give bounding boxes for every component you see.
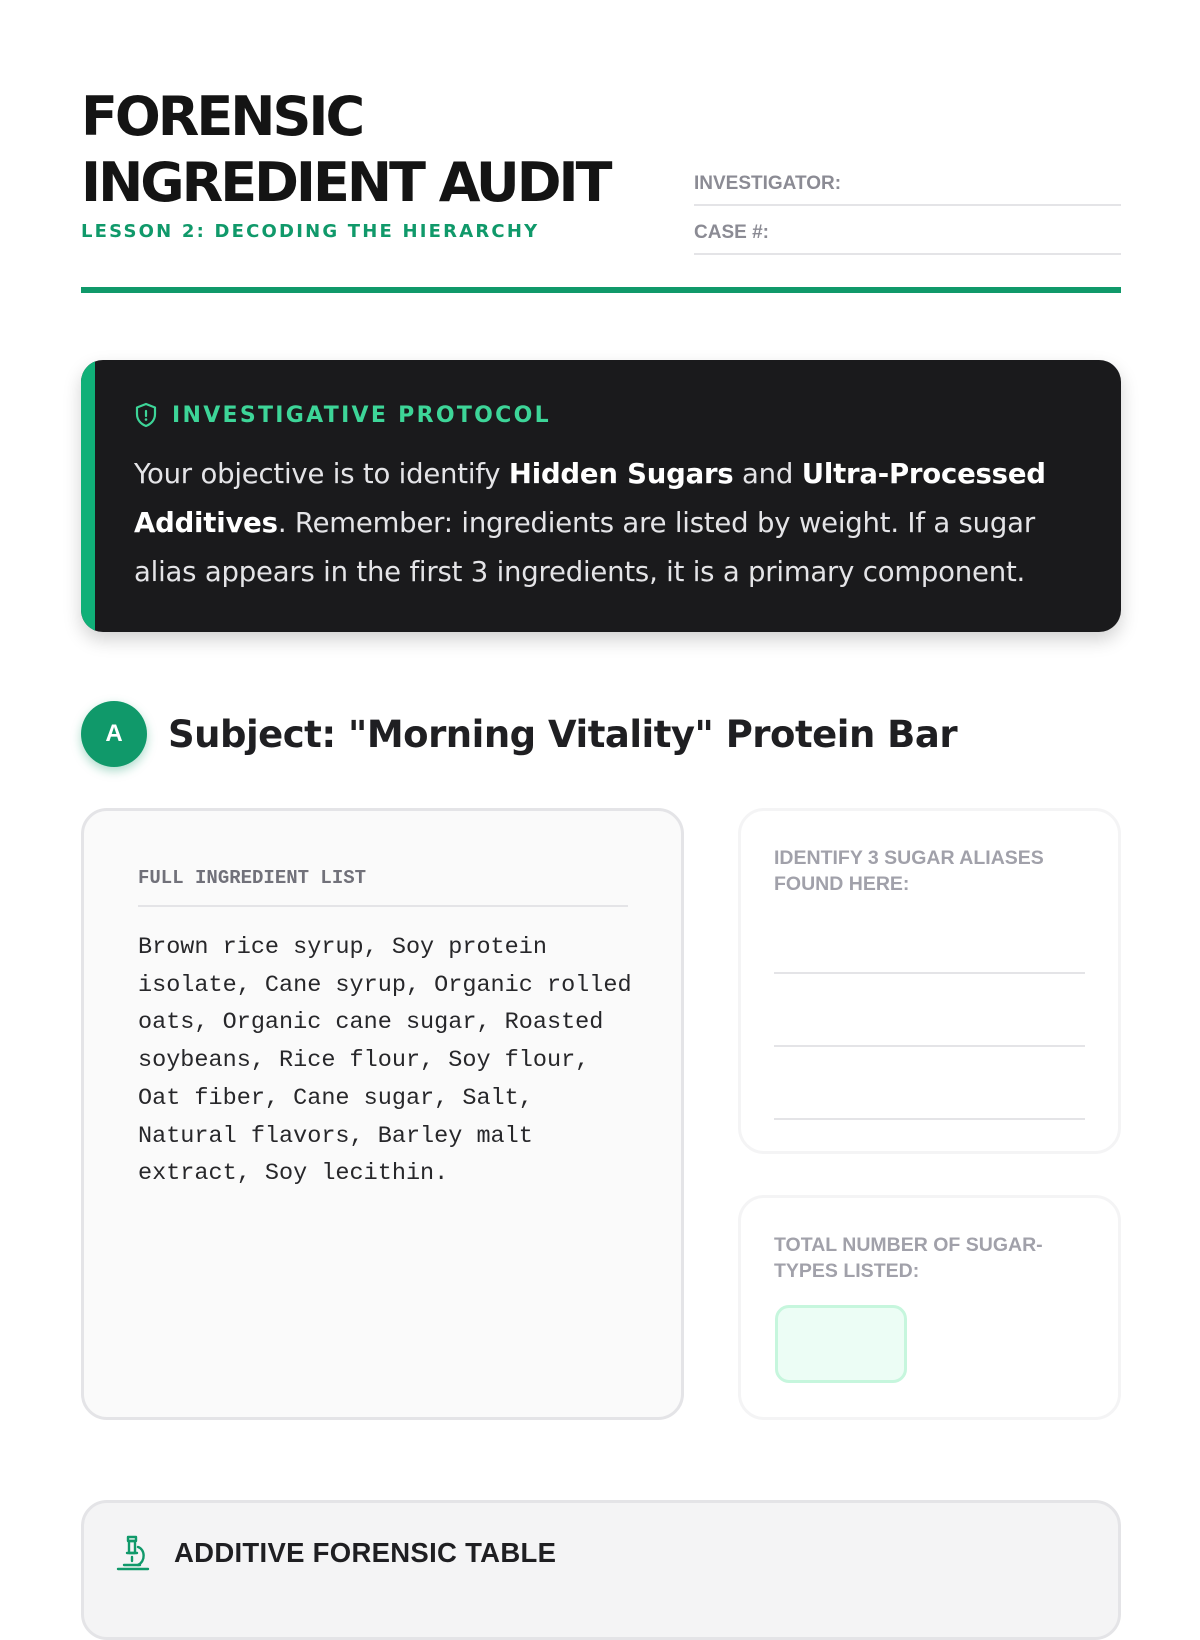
protocol-text-part-1: Your objective is to identify	[134, 458, 509, 490]
ingredient-list-text: Brown rice syrup, Soy protein isolate, Cane syrup, Organic rolled oats, Organic cane sugar, Roasted soybeans, Rice flour, Soy flour, Oat fiber, Cane sugar, Salt, Natural flavors, Barley malt extract, Soy lecithin.	[138, 934, 632, 1188]
additive-forensic-table	[81, 1500, 1121, 1640]
ingredient-list-card	[81, 808, 684, 1420]
protocol-text-part-3: . Remember: ingredients are listed by weight. If a sugar alias appears in the first 3 ingredients, it is a primary component.	[134, 507, 1035, 588]
hidden-sugars-emphasis: Hidden Sugars	[508, 458, 734, 490]
case-number-field[interactable]	[694, 209, 1121, 255]
sugar-total-card	[738, 1195, 1121, 1420]
additives-emphasis: Ultra-Processed Additives	[134, 458, 1046, 539]
protocol-text	[134, 450, 1084, 597]
protocol-text-part-2: and	[733, 458, 802, 490]
microscope-icon	[114, 1533, 152, 1573]
title-line-1: FORENSIC	[81, 85, 363, 148]
subject-title: Subject: "Morning Vitality" Protein Bar	[168, 712, 958, 756]
worksheet-title	[81, 84, 701, 216]
header-divider	[81, 287, 1121, 293]
additive-table-title: ADDITIVE FORENSIC TABLE	[174, 1537, 557, 1568]
ingredient-list-label: FULL INGREDIENT LIST	[138, 867, 628, 907]
sugar-aliases-label: IDENTIFY 3 SUGAR ALIASES FOUND HERE:	[774, 847, 1044, 895]
title-line-2: INGREDIENT AUDIT	[81, 151, 610, 214]
additive-table-heading	[114, 1533, 556, 1573]
investigator-field[interactable]	[694, 160, 1121, 206]
protocol-title: INVESTIGATIVE PROTOCOL	[172, 402, 551, 428]
shield-icon	[134, 402, 158, 428]
sugar-aliases-card	[738, 808, 1121, 1154]
sugar-alias-answer-line-2[interactable]	[774, 1045, 1085, 1047]
sugar-total-label: TOTAL NUMBER OF SUGAR-TYPES LISTED:	[774, 1234, 1043, 1282]
sugar-alias-answer-line-3[interactable]	[774, 1118, 1085, 1120]
investigative-protocol-box	[81, 360, 1121, 632]
subject-badge: A	[81, 701, 147, 767]
worksheet-page	[81, 0, 1121, 1600]
sugar-total-answer-box[interactable]	[775, 1305, 907, 1383]
case-meta	[694, 160, 1121, 258]
lesson-subtitle: LESSON 2: DECODING THE HIERARCHY	[81, 221, 540, 242]
protocol-heading	[134, 402, 551, 428]
investigator-label: INVESTIGATOR:	[694, 173, 842, 194]
case-number-label: CASE #:	[694, 222, 769, 243]
worksheet-header	[81, 84, 1121, 294]
protocol-accent-bar	[81, 360, 95, 632]
subject-heading	[81, 701, 957, 767]
sugar-alias-answer-line-1[interactable]	[774, 972, 1085, 974]
